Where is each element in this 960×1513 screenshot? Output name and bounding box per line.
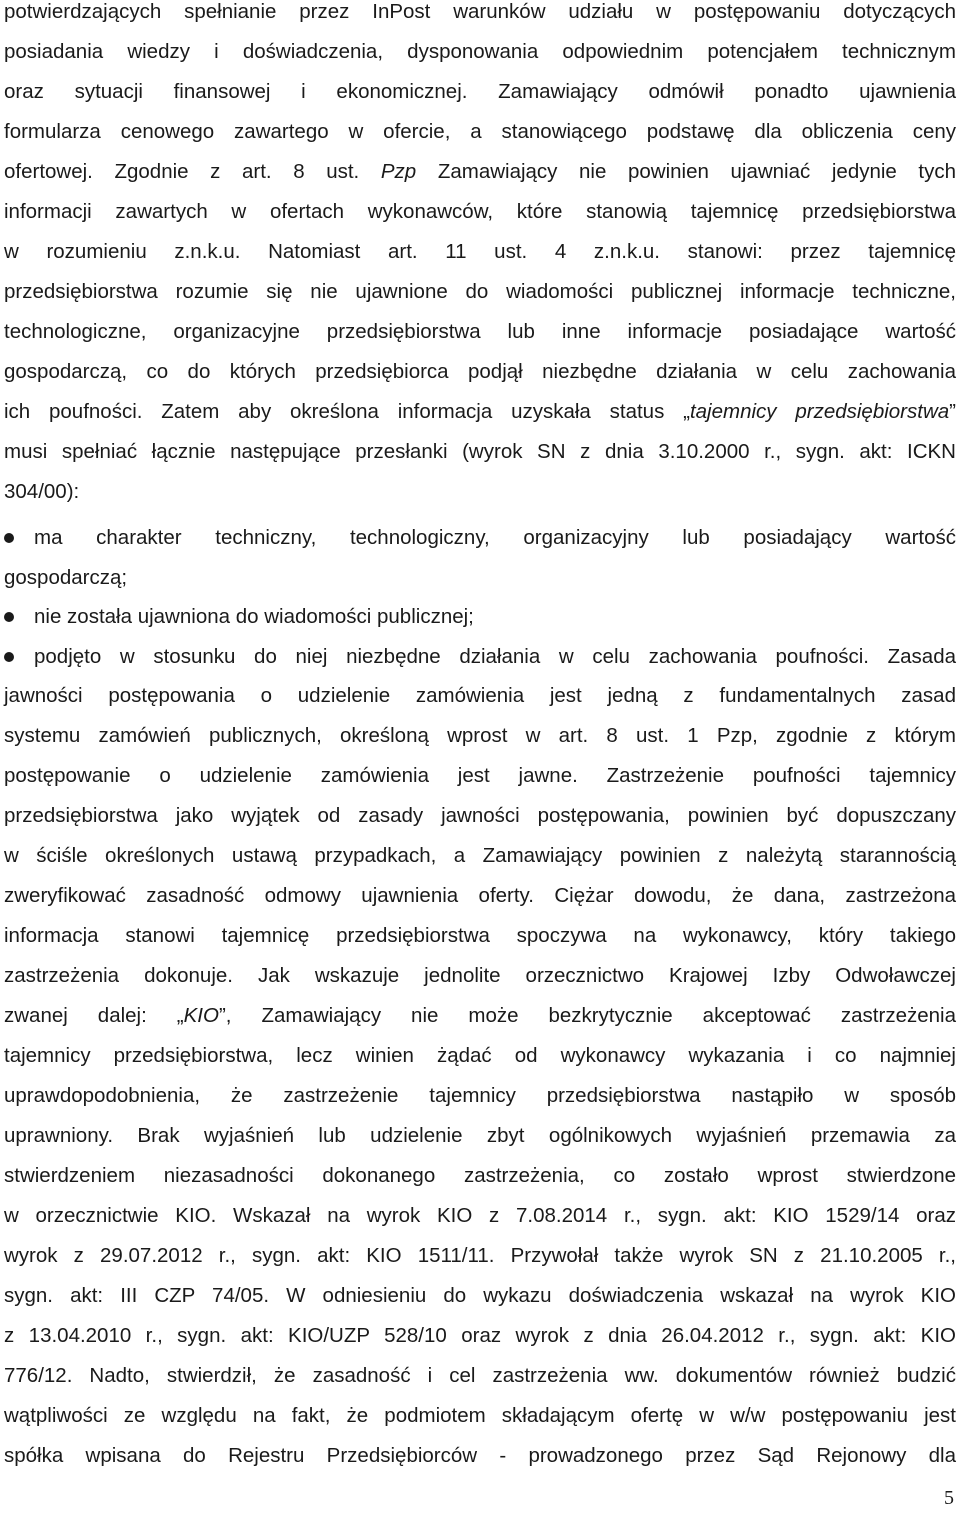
text-line: informacja stanowi tajemnicę przedsiębiorstwa spoczywa na wykonawcy, który takiego [4, 924, 956, 947]
text-line: wyrok z 29.07.2012 r., sygn. akt: KIO 1511/11. Przywołał także wyrok SN z 21.10.2005 r., [4, 1244, 956, 1267]
text-line: tajemnicy przedsiębiorstwa, lecz winien żądać od wykonawcy wykazania i co najmniej [4, 1044, 956, 1067]
text-line: musi spełniać łącznie następujące przesłanki (wyrok SN z dnia 3.10.2000 r., sygn. akt: ICKN [4, 440, 956, 463]
text-line: systemu zamówień publicznych, określoną wprost w art. 8 ust. 1 Pzp, zgodnie z którym [4, 724, 956, 747]
text-line: zastrzeżenia dokonuje. Jak wskazuje jednolite orzecznictwo Krajowej Izby Odwoławczej [4, 964, 956, 987]
text-line: 776/12. Nadto, stwierdził, że zasadność i cel zastrzeżenia ww. dokumentów również budzić [4, 1364, 956, 1387]
text-line: spółka wpisana do Rejestru Przedsiębiorców - prowadzonego przez Sąd Rejonowy dla [4, 1444, 956, 1467]
text-line: informacji zawartych w ofertach wykonawców, które stanowią tajemnicę przedsiębiorstwa [4, 200, 956, 223]
list-item: podjęto w stosunku do niej niezbędne działania w celu zachowania poufności. Zasada [34, 645, 956, 668]
text-line: postępowanie o udzielenie zamówienia jest jawne. Zastrzeżenie poufności tajemnicy [4, 764, 956, 787]
italic-tajemnica: tajemnicy przedsiębiorstwa [689, 400, 950, 423]
text-line: formularza cenowego zawartego w ofercie, a stanowiącego podstawę dla obliczenia ceny [4, 120, 956, 143]
page-number: 5 [944, 1487, 954, 1509]
text-line: posiadania wiedzy i doświadczenia, dysponowania odpowiednim potencjałem technicznym [4, 40, 956, 63]
bullet-icon [4, 652, 14, 662]
text-line: w ściśle określonych ustawą przypadkach, a Zamawiający powinien z należytą starannością [4, 844, 956, 867]
text-line: przedsiębiorstwa rozumie się nie ujawnione do wiadomości publicznej informacje techniczne, [4, 280, 956, 303]
text-line: przedsiębiorstwa jako wyjątek od zasady jawności postępowania, powinien być dopuszczany [4, 804, 956, 827]
text-line: gospodarczą, co do których przedsiębiorca podjął niezbędne działania w celu zachowania [4, 360, 956, 383]
text-line: wątpliwości ze względu na fakt, że podmiotem składającym ofertę w w/w postępowaniu jest [4, 1404, 956, 1427]
italic-kio: KIO [183, 1004, 219, 1027]
text-line: w orzecznictwie KIO. Wskazał na wyrok KIO z 7.08.2014 r., sygn. akt: KIO 1529/14 oraz [4, 1204, 956, 1227]
text-line: potwierdzających spełnianie przez InPost warunków udziału w postępowaniu dotyczących [4, 0, 956, 23]
text-line: technologiczne, organizacyjne przedsiębiorstwa lub inne informacje posiadające wartość [4, 320, 956, 343]
text-line: 304/00): [4, 480, 80, 503]
text-line: jawności postępowania o udzielenie zamówienia jest jedną z fundamentalnych zasad [4, 684, 956, 707]
bullet-icon [4, 533, 14, 543]
text-line: sygn. akt: III CZP 74/05. W odniesieniu do wykazu doświadczenia wskazał na wyrok KIO [4, 1284, 956, 1307]
text-line: uprawdopodobnienia, że zastrzeżenie tajemnicy przedsiębiorstwa nastąpiło w sposób [4, 1084, 956, 1107]
text-line: gospodarczą; [4, 566, 128, 589]
text-line: w rozumieniu z.n.k.u. Natomiast art. 11 ust. 4 z.n.k.u. stanowi: przez tajemnicę [4, 240, 956, 263]
text-line: zwanej dalej: „KIO”, Zamawiający nie może bezkrytycznie akceptować zastrzeżenia [4, 1004, 956, 1027]
text-line: zweryfikować zasadność odmowy ujawnienia oferty. Ciężar dowodu, że dana, zastrzeżona [4, 884, 956, 907]
text-line: uprawniony. Brak wyjaśnień lub udzielenie zbyt ogólnikowych wyjaśnień przemawia za [4, 1124, 956, 1147]
text-line: oraz sytuacji finansowej i ekonomicznej. Zamawiający odmówił ponadto ujawnienia [4, 80, 956, 103]
text-line: ich poufności. Zatem aby określona informacja uzyskała status „tajemnicy przedsiębiorstwa” [4, 400, 956, 423]
text-line: ofertowej. Zgodnie z art. 8 ust. Pzp Zamawiający nie powinien ujawniać jedynie tych [4, 160, 957, 183]
text-line: stwierdzeniem niezasadności dokonanego zastrzeżenia, co zostało wprost stwierdzone [4, 1164, 956, 1187]
italic-pzp: Pzp [380, 160, 417, 183]
bullet-icon [4, 612, 14, 622]
text-line: z 13.04.2010 r., sygn. akt: KIO/UZP 528/10 oraz wyrok z dnia 26.04.2012 r., sygn. akt: KIO [4, 1324, 956, 1347]
list-item: nie została ujawniona do wiadomości publicznej; [34, 605, 474, 628]
list-item: ma charakter techniczny, technologiczny, organizacyjny lub posiadający wartość [34, 526, 956, 549]
